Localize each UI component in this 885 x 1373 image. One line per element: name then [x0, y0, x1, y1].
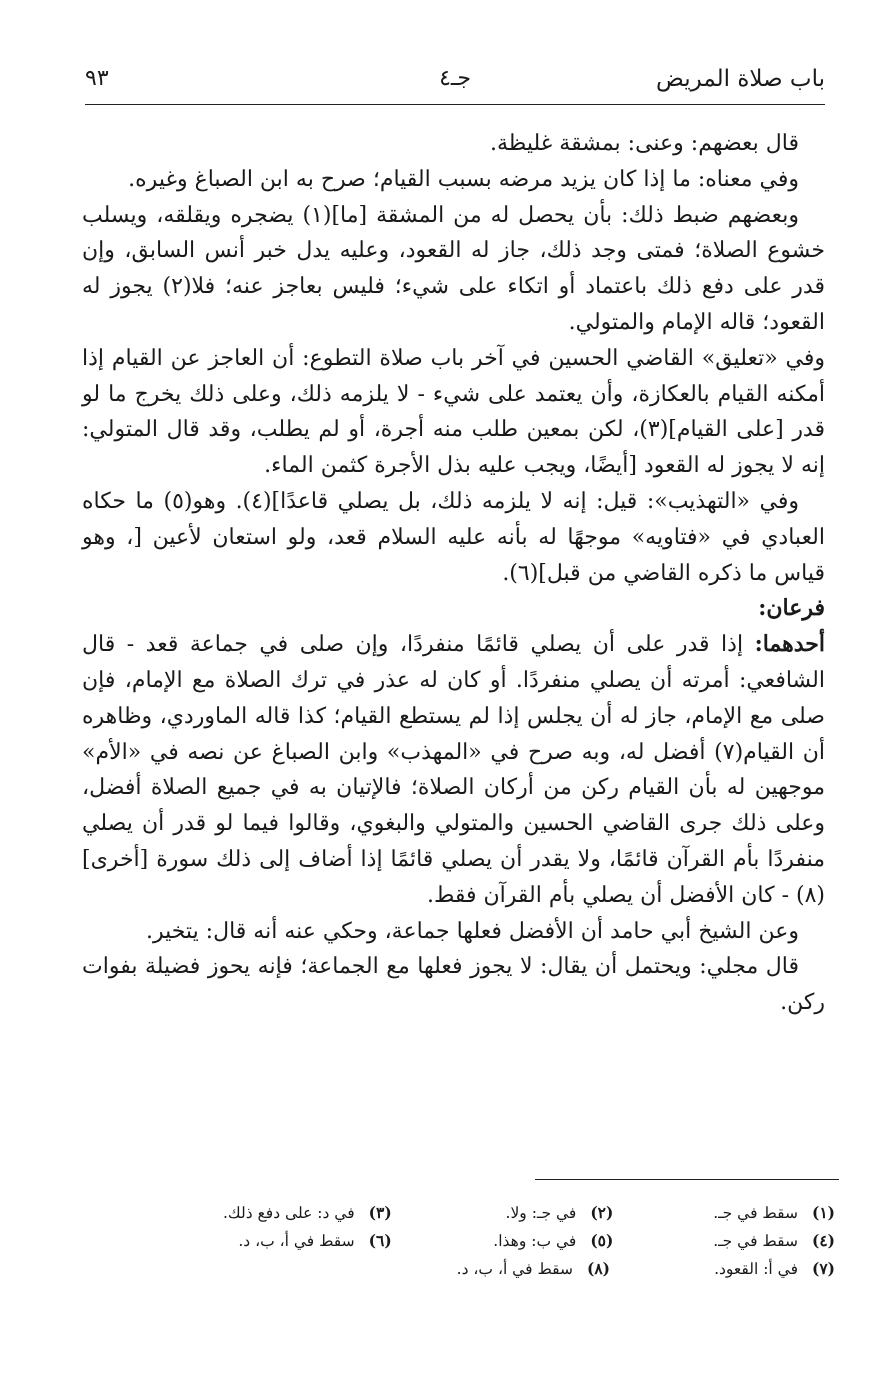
footnote-number: (٦) — [368, 1230, 392, 1250]
paragraph-lead: أحدهما: — [754, 631, 825, 658]
main-text — [82, 126, 825, 1021]
footnote-item — [613, 1203, 835, 1222]
footnote-item — [392, 1203, 614, 1222]
footnote-row — [170, 1254, 835, 1282]
footnote-text: في أ: القعود. — [714, 1259, 798, 1278]
paragraph: وفي «تعليق» القاضي الحسين في آخر باب صلاة التطوع: أن العاجز عن القيام إذا أمكنه القيام بالعكازة، وأن يعتمد على شيء - لا يلزمه ذلك، وعلى ذلك يخرج ما لو قدر [على القيام](٣)، لكن بمعين طلب منه أجرة، أو لم يطلب، وقد قال المتولي: إنه لا يجوز له القعود [أيضًا، ويجب عليه بذل الأجرة كثمن الماء. — [82, 345, 826, 479]
footnote-item — [610, 1259, 835, 1278]
footnote-text: سقط في أ، ب، د. — [238, 1231, 355, 1250]
paragraph: وبعضهم ضبط ذلك: بأن يحصل له من المشقة [ما](١) يضجره ويقلقه، ويسلب خشوع الصلاة؛ فمتى وجد ذلك، جاز له القعود، وعليه يدل خبر أنس السابق، وإن قدر على دفع ذلك باعتماد أو اتكاء على شيء؛ فليس بعاجز عنه؛ فلا(٢) يجوز له القعود؛ قاله الإمام والمتولي. — [82, 202, 825, 335]
footnote-text: في ب: وهذا. — [493, 1231, 577, 1250]
chapter-title: باب صلاة المريض — [656, 66, 825, 92]
volume-label: جـ٤ — [439, 66, 471, 91]
section-heading: فرعان: — [758, 595, 825, 622]
footnote-text: في د: على دفع ذلك. — [223, 1203, 355, 1222]
footnote-number: (٥) — [590, 1230, 614, 1250]
footnote-number: (٢) — [590, 1202, 614, 1222]
footnotes — [170, 1198, 835, 1282]
paragraph: قال مجلي: ويحتمل أن يقال: لا يجوز فعلها مع الجماعة؛ فإنه يحوز فضيلة بفوات ركن. — [82, 954, 825, 1016]
paragraph: وفي معناه: ما إذا كان يزيد مرضه بسبب القيام؛ صرح به ابن الصباغ وغيره. — [128, 166, 799, 192]
paragraph: قال بعضهم: وعنى: بمشقة غليظة. — [490, 131, 799, 156]
footnote-text: سقط في أ، ب، د. — [456, 1259, 573, 1278]
footnote-item — [392, 1231, 614, 1250]
paragraph-text: إذا قدر على أن يصلي قائمًا منفردًا، وإن صلى في جماعة قعد - قال الشافعي: أمرته أن يصلي منفردًا. أو كان له عذر في ترك الصلاة مع الإمام، فإن صلى مع الإمام، جاز له أن يجلس إذا لم يستطع القيام؛ كذا قاله الماوردي، وظاهره أن القيام(٧) أفضل له، وبه صرح في «المهذب» وابن الصباغ عن نصه في «الأم» موجهين له بأن القيام ركن من أركان الصلاة؛ فالإتيان به في جميع الصلاة أفضل، وعلى ذلك جرى القاضي الحسين والمتولي والبغوي، وقالوا فيما لو قدر أن يصلي منفردًا بأم القرآن قائمًا، ولا يقدر أن يصلي قائمًا إذا أضاف إلى ذلك سورة [أخرى](٨) - كان الأفضل أن يصلي بأم القرآن فقط. — [82, 632, 825, 908]
footnote-item — [385, 1259, 610, 1278]
footnote-number: (١) — [811, 1202, 835, 1222]
footnote-row — [170, 1226, 835, 1254]
header-divider — [85, 104, 825, 105]
paragraph: وعن الشيخ أبي حامد أن الأفضل فعلها جماعة، وحكي عنه أنه قال: يتخير. — [145, 918, 799, 944]
footnote-number: (٧) — [811, 1258, 835, 1278]
running-header — [85, 62, 825, 102]
footnote-text: سقط في جـ. — [713, 1231, 798, 1250]
footnote-text: في جـ: ولا. — [505, 1203, 577, 1222]
footnote-row — [170, 1198, 835, 1226]
footnote-item — [613, 1231, 835, 1250]
paragraph — [82, 627, 825, 913]
footnote-number: (٤) — [811, 1230, 835, 1250]
footnote-text: سقط في جـ. — [713, 1203, 798, 1222]
footnote-divider — [535, 1179, 839, 1180]
page-number: ٩٣ — [85, 66, 109, 91]
footnote-item — [170, 1231, 392, 1250]
paragraph: وفي «التهذيب»: قيل: إنه لا يلزمه ذلك، بل يصلي قاعدًا](٤). وهو(٥) ما حكاه العبادي في «فتاويه» موجهًا له بأنه عليه السلام قعد، ولو استعان لأعين [، وهو قياس ما ذكره القاضي من قبل](٦). — [82, 488, 825, 586]
footnote-number: (٨) — [586, 1258, 610, 1278]
footnote-item — [170, 1203, 392, 1222]
footnote-number: (٣) — [368, 1202, 392, 1222]
